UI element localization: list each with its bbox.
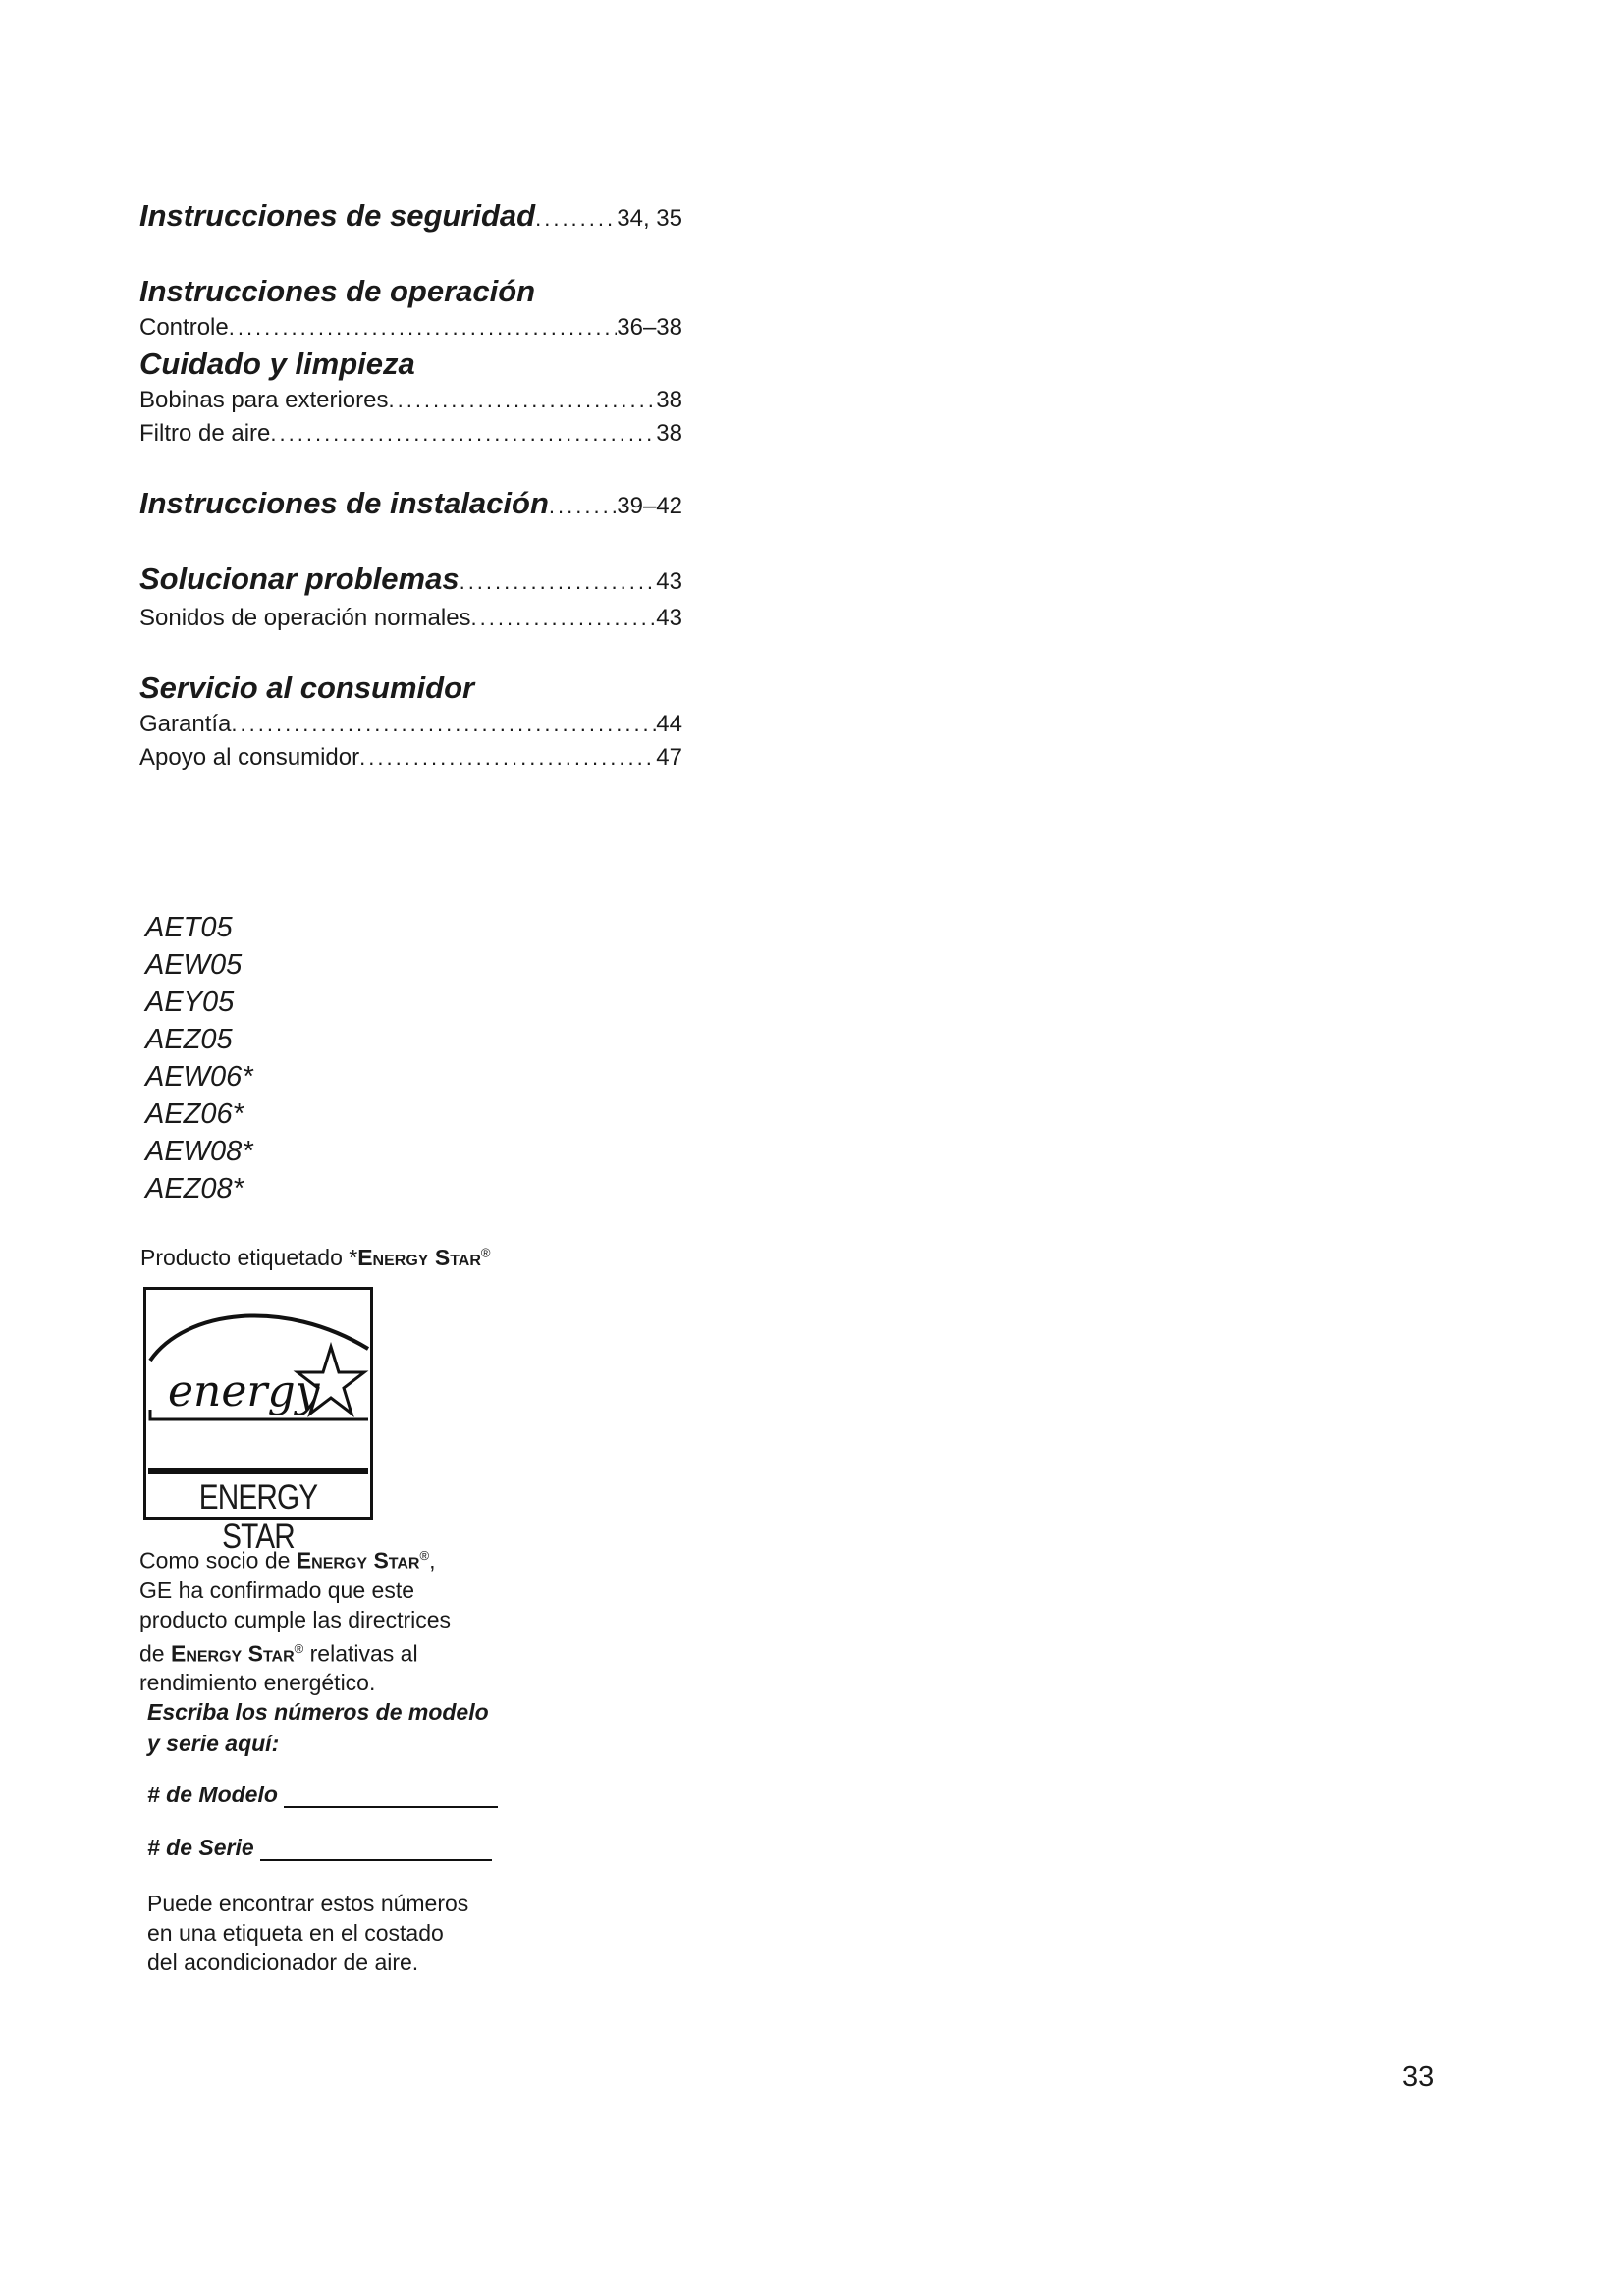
toc-item-label: Controle xyxy=(139,314,229,341)
toc-section-installation[interactable] xyxy=(139,484,682,526)
write-numbers-heading xyxy=(147,1696,489,1759)
toc-item[interactable] xyxy=(139,741,682,774)
toc-page: 43 xyxy=(656,605,682,631)
partner-text: relativas al xyxy=(303,1640,418,1667)
toc-section-consumer[interactable] xyxy=(139,668,682,708)
energy-star-brand: Energy Star xyxy=(357,1245,481,1270)
model-number: AEW05 xyxy=(145,949,243,981)
toc-section-title: Instrucciones de operación xyxy=(139,274,536,308)
find-line: del acondicionador de aire. xyxy=(147,1949,419,1975)
serial-number-field[interactable] xyxy=(147,1835,492,1861)
toc-item[interactable] xyxy=(139,311,682,345)
energy-star-brand: Energy Star xyxy=(170,1640,295,1667)
toc-section-care[interactable] xyxy=(139,345,682,384)
serial-number-blank[interactable] xyxy=(260,1836,492,1861)
dot-leader xyxy=(270,417,656,451)
toc-page: 44 xyxy=(656,711,682,737)
toc-page: 38 xyxy=(656,420,682,447)
toc-section-troubleshooting[interactable] xyxy=(139,560,682,602)
dot-leader xyxy=(471,602,657,635)
registered-mark: ® xyxy=(294,1640,304,1656)
toc-section-safety[interactable] xyxy=(139,196,682,239)
toc-item-label: Apoyo al consumidor xyxy=(139,744,360,771)
model-field-label: # de Modelo xyxy=(147,1782,278,1807)
toc-item-label: Garantía xyxy=(139,711,232,737)
heading-line: Escriba los números de modelo xyxy=(147,1699,489,1725)
dot-leader xyxy=(535,199,617,239)
energy-label-prefix: Producto etiquetado * xyxy=(140,1245,358,1270)
partner-text: , xyxy=(429,1547,436,1574)
toc-item[interactable] xyxy=(139,602,682,635)
dot-leader xyxy=(231,708,656,741)
energy-star-logo xyxy=(143,1287,373,1556)
dot-leader xyxy=(229,311,618,345)
find-line: en una etiqueta en el costado xyxy=(147,1920,444,1946)
model-number: AEZ05 xyxy=(145,1024,233,1055)
model-number: AEW08* xyxy=(145,1136,253,1167)
model-number: AEZ08* xyxy=(145,1173,244,1204)
model-number-blank[interactable] xyxy=(284,1783,498,1808)
dot-leader xyxy=(549,487,617,526)
toc-page: 36–38 xyxy=(617,314,682,341)
logo-caption: ENERGY STAR xyxy=(198,1478,318,1556)
toc-page: 47 xyxy=(656,744,682,771)
partner-text: rendimiento energético. xyxy=(139,1670,376,1696)
toc-item[interactable] xyxy=(139,384,682,417)
toc-item-label: Sonidos de operación normales xyxy=(139,605,471,631)
toc-section-title: Servicio al consumidor xyxy=(139,670,475,705)
partner-statement xyxy=(139,1541,532,1697)
heading-line: y serie aquí: xyxy=(147,1731,280,1756)
dot-leader xyxy=(359,741,656,774)
energy-star-brand: Energy Star xyxy=(296,1547,420,1574)
toc-section-title: Cuidado y limpieza xyxy=(139,347,415,381)
find-numbers-text xyxy=(147,1889,540,1977)
dot-leader xyxy=(388,384,656,417)
model-number: AET05 xyxy=(145,912,233,943)
partner-text: de xyxy=(139,1640,171,1667)
toc-item[interactable] xyxy=(139,708,682,741)
logo-band xyxy=(148,1468,368,1474)
partner-text: GE ha confirmado que este xyxy=(139,1576,414,1603)
model-number-field[interactable] xyxy=(147,1782,498,1808)
registered-mark: ® xyxy=(480,1245,491,1260)
energy-star-label xyxy=(140,1245,490,1271)
find-line: Puede encontrar estos números xyxy=(147,1891,469,1916)
model-number: AEZ06* xyxy=(145,1098,244,1130)
serial-field-label: # de Serie xyxy=(147,1835,254,1860)
energy-star-swoosh-icon xyxy=(146,1290,370,1468)
logo-script-text: energy xyxy=(168,1366,320,1416)
toc-section-operation[interactable] xyxy=(139,272,682,311)
model-number: AEW06* xyxy=(145,1061,253,1093)
toc-page: 43 xyxy=(656,568,682,595)
toc-page: 38 xyxy=(656,387,682,413)
registered-mark: ® xyxy=(419,1548,430,1563)
toc-page: 39–42 xyxy=(617,493,682,519)
toc-section-title: Instrucciones de instalación xyxy=(139,486,549,520)
toc-item-label: Filtro de aire xyxy=(139,420,271,447)
partner-text: Como socio de xyxy=(139,1547,297,1574)
table-of-contents xyxy=(139,196,682,774)
toc-section-title: Solucionar problemas xyxy=(139,561,460,596)
dot-leader xyxy=(460,562,657,602)
toc-item-label: Bobinas para exteriores xyxy=(139,387,389,413)
toc-item[interactable] xyxy=(139,417,682,451)
page-number: 33 xyxy=(1402,2061,1435,2093)
model-list xyxy=(145,909,253,1207)
toc-section-title: Instrucciones de seguridad xyxy=(139,198,536,233)
partner-text: producto cumple las directrices xyxy=(139,1606,452,1632)
toc-page: 34, 35 xyxy=(617,205,682,232)
model-number: AEY05 xyxy=(145,987,235,1018)
